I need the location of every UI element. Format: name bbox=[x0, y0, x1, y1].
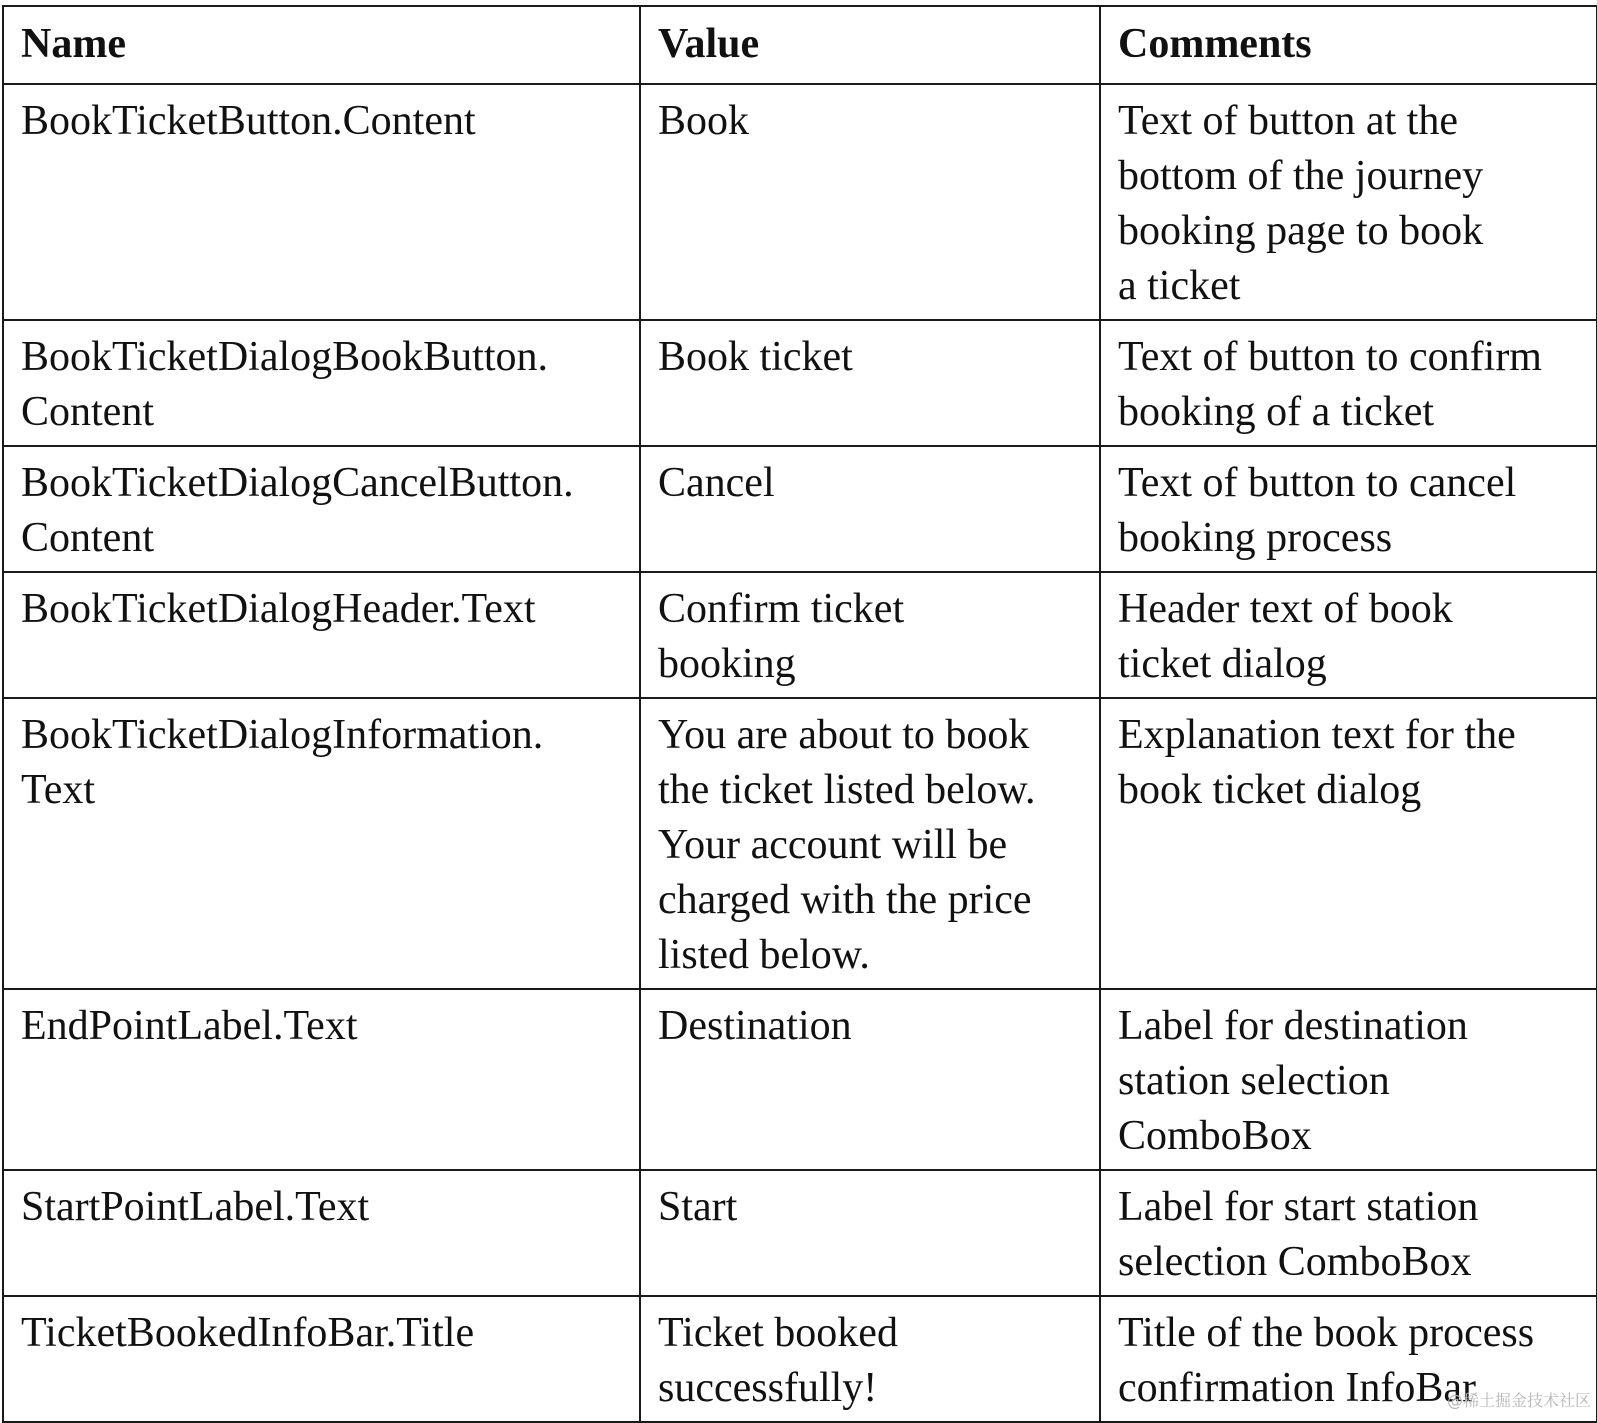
cell-value bbox=[640, 446, 1100, 572]
resource-strings-table bbox=[2, 5, 1597, 1423]
cell-value-text: Destination bbox=[658, 1003, 852, 1049]
cell-comments bbox=[1100, 1170, 1597, 1296]
cell-name-text: StartPointLabel.Text bbox=[21, 1184, 370, 1230]
cell-name-text: BookTicketDialogBookButton. Content bbox=[21, 334, 548, 435]
cell-name bbox=[3, 698, 640, 989]
cell-name-text: BookTicketDialogInformation. Text bbox=[21, 712, 544, 813]
table-row bbox=[3, 572, 1597, 698]
cell-comments bbox=[1100, 698, 1597, 989]
cell-name-text: EndPointLabel.Text bbox=[21, 1003, 358, 1049]
cell-name-text: BookTicketButton.Content bbox=[21, 98, 476, 144]
cell-value-text: Confirm ticket booking bbox=[658, 586, 905, 687]
cell-value-text: Book bbox=[658, 98, 750, 144]
cell-comments bbox=[1100, 989, 1597, 1170]
cell-name bbox=[3, 1296, 640, 1422]
cell-value bbox=[640, 84, 1100, 320]
cell-comments-text: Explanation text for the book ticket dialog bbox=[1118, 712, 1516, 813]
header-value: Value bbox=[640, 6, 1100, 84]
cell-comments-text: Text of button at the bottom of the journey booking page to book a ticket bbox=[1118, 98, 1484, 309]
table-row bbox=[3, 989, 1597, 1170]
cell-value-text: Start bbox=[658, 1184, 738, 1230]
cell-name-text: TicketBookedInfoBar.Title bbox=[21, 1310, 475, 1356]
cell-value bbox=[640, 1296, 1100, 1422]
cell-name bbox=[3, 1170, 640, 1296]
cell-value-text: Book ticket bbox=[658, 334, 853, 380]
cell-value bbox=[640, 698, 1100, 989]
table-row bbox=[3, 1296, 1597, 1422]
cell-value-text: Cancel bbox=[658, 460, 775, 506]
cell-value-text: You are about to book the ticket listed below. Your account will be charged with the price listed below. bbox=[658, 712, 1036, 978]
cell-comments bbox=[1100, 572, 1597, 698]
table-row bbox=[3, 446, 1597, 572]
cell-value bbox=[640, 1170, 1100, 1296]
cell-comments-text: Label for start station selection ComboBox bbox=[1118, 1184, 1479, 1285]
cell-name-text: BookTicketDialogHeader.Text bbox=[21, 586, 536, 632]
cell-name-text: BookTicketDialogCancelButton. Content bbox=[21, 460, 574, 561]
cell-value bbox=[640, 320, 1100, 446]
cell-value-text: Ticket booked successfully! bbox=[658, 1310, 898, 1411]
cell-value bbox=[640, 572, 1100, 698]
cell-value bbox=[640, 989, 1100, 1170]
cell-comments bbox=[1100, 320, 1597, 446]
cell-comments bbox=[1100, 84, 1597, 320]
cell-comments-text: Label for destination station selection ComboBox bbox=[1118, 1003, 1468, 1159]
header-name: Name bbox=[3, 6, 640, 84]
cell-comments-text: Text of button to confirm booking of a ticket bbox=[1118, 334, 1542, 435]
cell-comments-text: Title of the book process confirmation InfoBar bbox=[1118, 1310, 1535, 1411]
cell-name bbox=[3, 320, 640, 446]
watermark: @稀土掘金技术社区 bbox=[1446, 1391, 1591, 1410]
table-header-row bbox=[3, 6, 1597, 84]
cell-name bbox=[3, 989, 640, 1170]
table-row bbox=[3, 84, 1597, 320]
cell-name bbox=[3, 446, 640, 572]
table-row bbox=[3, 1170, 1597, 1296]
table-row bbox=[3, 320, 1597, 446]
cell-name bbox=[3, 84, 640, 320]
cell-comments-text: Header text of book ticket dialog bbox=[1118, 586, 1453, 687]
cell-name bbox=[3, 572, 640, 698]
table-row bbox=[3, 698, 1597, 989]
cell-comments bbox=[1100, 446, 1597, 572]
cell-comments-text: Text of button to cancel booking process bbox=[1118, 460, 1517, 561]
header-comments: Comments bbox=[1100, 6, 1597, 84]
